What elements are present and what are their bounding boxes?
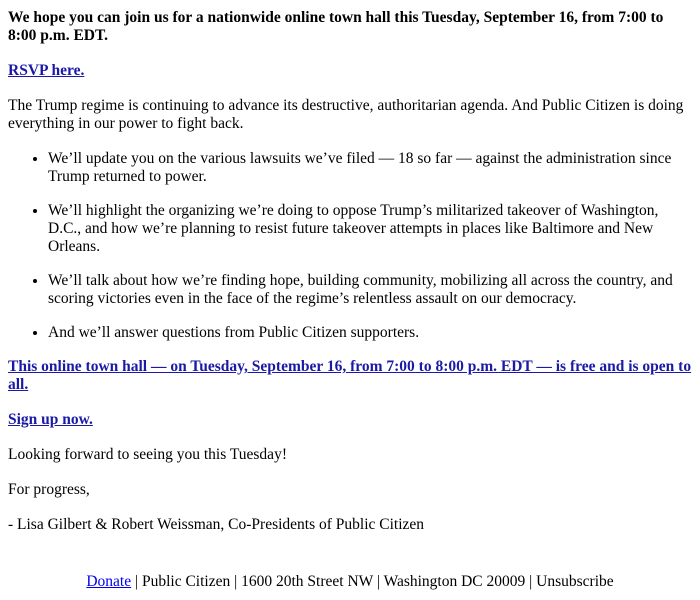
footer-org: Public Citizen [141, 573, 231, 590]
footer-separator: | [230, 573, 242, 590]
rsvp-paragraph [8, 62, 692, 80]
agenda-list [8, 150, 692, 342]
signup-paragraph [8, 411, 692, 429]
footer-separator: | [525, 573, 537, 590]
signup-link[interactable]: Sign up now. [8, 411, 93, 428]
list-item: • We’ll talk about how we’re finding hope, building community, mobilizing all across the country, and scoring victories even in the face of the regime’s relentless assault on our democracy. [48, 272, 692, 308]
footer-separator: | [131, 573, 142, 590]
email-footer [0, 573, 700, 591]
intro-paragraph: The Trump regime is continuing to advance its destructive, authoritarian agenda. And Public Citizen is doing everything in our power to fight back. [8, 97, 684, 132]
footer-address: 1600 20th Street NW [241, 573, 373, 590]
free-paragraph [8, 358, 692, 394]
donate-link[interactable]: Donate [86, 573, 132, 590]
signature-text: - Lisa Gilbert & Robert Weissman, Co-Presidents of Public Citizen [8, 516, 425, 533]
footer-separator: | [373, 573, 384, 590]
list-item: • We’ll highlight the organizing we’re doing to oppose Trump’s militarized takeover of Washington, D.C., and how we’re planning to resist future takeover attempts in places like Baltimore and New Orleans. [48, 202, 692, 256]
list-item: • We’ll update you on the various lawsuits we’ve filed — 18 so far — against the administration since Trump returned to power. [48, 150, 692, 186]
town-hall-details-link[interactable]: This online town hall — on Tuesday, September 16, from 7:00 to 8:00 p.m. EDT — is free and is open to all. [8, 358, 692, 393]
list-item: • And we’ll answer questions from Public Citizen supporters. [48, 324, 692, 342]
closing-text: Looking forward to seeing you this Tuesday! [8, 446, 287, 463]
unsubscribe-text[interactable]: Unsubscribe [536, 573, 614, 590]
signoff-text: For progress, [8, 481, 90, 498]
rsvp-link[interactable]: RSVP here. [8, 62, 85, 79]
footer-city: Washington DC 20009 [383, 573, 526, 590]
headline: We hope you can join us for a nationwide online town hall this Tuesday, September 16, from 7:00 to 8:00 p.m. EDT. [8, 9, 664, 44]
